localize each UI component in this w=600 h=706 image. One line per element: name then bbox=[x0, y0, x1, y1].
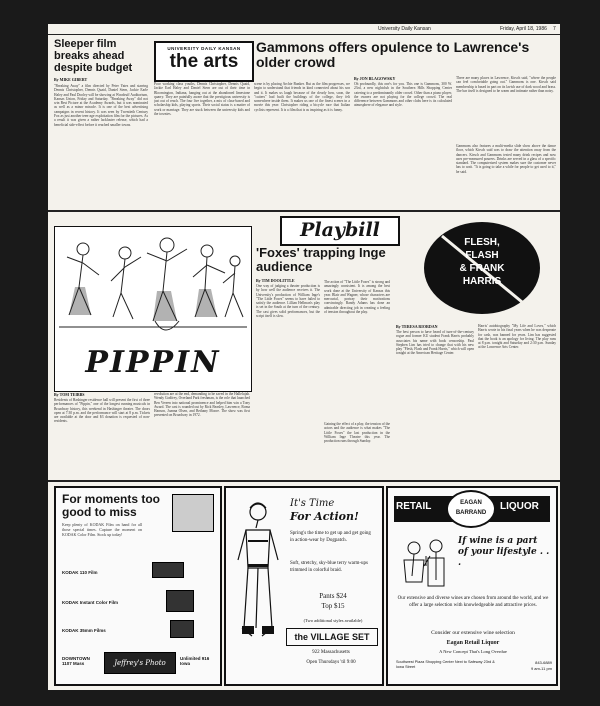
figure-cape bbox=[155, 321, 179, 330]
playbill-label: Playbill bbox=[300, 219, 380, 241]
kodak-product-2: KODAK Instant Color Film bbox=[62, 600, 118, 605]
liquor-copy: Our extensive and diverse wines are chosen from around the world, and we offer a large selection with knowledgeable and attractive prices. bbox=[397, 596, 549, 608]
flesh-flash-graphic bbox=[412, 216, 552, 320]
liquor-phone: 843-6889 bbox=[535, 660, 552, 665]
kodak-photo bbox=[172, 494, 214, 532]
kodak-ad bbox=[54, 486, 222, 686]
arts-column-3: scene is by placing Archie Bunker. But as the film progresses, we begin to understand that friends in kind connected about his son and it. It makes us laugh because of the clearly how, soon, the "cutters" had built the buildings of the college, they felt somewhere inside them. It makes us one of the finest scenes in a movie this year: Christopher riding a bicycle race that Italian cyclists represent. It is a film that is as inspiring as it is funny. bbox=[254, 82, 350, 112]
village-note: (Two additional styles available) bbox=[303, 618, 363, 623]
liquor-badge bbox=[446, 490, 496, 528]
sleeper-byline: By MIKE GIBERT bbox=[54, 77, 88, 82]
playbill-banner bbox=[280, 216, 400, 246]
liquor-hours: 9 am-11 pm bbox=[530, 666, 552, 671]
gammons-body-3: Gammons also features a multi-media slide show above the dance floor, which Kirsch said was to draw the attention away from the dancers. Kirsch and Gammons tested many drink recipes and now uses pre-measured pourers. Drinks are served in a glass of a specific standard. The computerized system makes sure the customer never has to wait. "It is going to take a while for people to get used to it," he said. bbox=[456, 144, 556, 174]
kodak-store-branch: Unlimited 916 Iowa bbox=[180, 656, 210, 666]
playbill-body-1: One way of judging a theater production is by how well the audience receives it. The University's production of William Inge's "The Little Foxes" seems to have failed to satisfy the audience. Lillian Hellman's play is set in the South at the turn of the century. The cast gives solid performances, but the script itself is slow. bbox=[256, 284, 320, 319]
figure-head-2 bbox=[119, 247, 131, 259]
liquor-banner-left: RETAIL bbox=[396, 501, 432, 512]
liquor-badge-line-1: EAGAN bbox=[460, 500, 482, 506]
village-store-logo: the VILLAGE SET bbox=[286, 628, 378, 646]
figure-head-1 bbox=[77, 243, 89, 255]
kodak-product-1: KODAK 110 Film bbox=[62, 570, 98, 575]
flesh-byline: By TERESA RIORDAN bbox=[396, 324, 438, 329]
village-model-illustration bbox=[232, 498, 284, 648]
sleeper-body: "Breaking Away" a film directed by Peter Yates and starring Dennis Christopher, Dennis Quaid, Daniel Stern, Jackie Earle Haley and Paul Dooley will be showing at Woodruff Auditorium, Kansas Union, Friday and Saturday. "Breaking Away" did not win Best Picture at the Academy Awards, but it was nominated as well as a minor miracle. It is one of the best advertising campaigns in recent history. It was seen by Twentieth Century Fox as just another teen-age exploitation film for the pictures. As a result it was given a rather lackluster release, which had a beneficial side-effect before it reached smaller towns. bbox=[54, 84, 148, 127]
sleeper-headline: Sleeper film breaks ahead despite budget bbox=[54, 38, 133, 74]
liquor-badge-line-2: BARRAND bbox=[455, 510, 487, 516]
gammons-headline: Gammons offers opulence to Lawrence's older crowd bbox=[256, 39, 530, 70]
pippin-illustration bbox=[54, 226, 252, 392]
pippin-body-2: revolution are at the end, demanding to be saved in the Hallelujah. Wendy Godfrey, Overland Park freshman, is the role that launched Ben Vereen into national prominence and helped him win a Tony Award. The cast is rounded out by Rick Beasley, Lawrence, Roma Hanson, Joanna Olsen, and Bethany Moore. The show was first presented on Broadway in 1972. bbox=[154, 392, 250, 418]
village-price-pants: Pants $24 bbox=[319, 592, 347, 600]
flesh-line-4: HARRIS bbox=[462, 276, 502, 287]
paper-name: University Daily Kansan bbox=[378, 26, 431, 32]
liquor-subline: A New Concept That's Long Overdue bbox=[439, 649, 507, 654]
village-price-top: Top $15 bbox=[321, 602, 345, 610]
pippin-drawing bbox=[55, 227, 251, 347]
village-set-ad bbox=[224, 486, 384, 686]
liquor-footer: Southwest Plaza Shopping Center Next to Safeway 23rd & Iowa Street bbox=[396, 660, 495, 669]
kodak-store-address: DOWNTOWN 1107 Mass bbox=[62, 656, 90, 666]
liquor-tagline: If wine is a part of your lifestyle . . . bbox=[458, 536, 550, 568]
figure-head-3 bbox=[160, 238, 174, 252]
village-copy-2: Soft, stretchy, sky-blue terry warm-ups trimmed in colorful braid. bbox=[290, 561, 368, 573]
pippin-title: PIPPIN bbox=[85, 345, 221, 380]
playbill-body-3: Gaining the effect of a play, the tension of the actors and the audience is what makes "The Little Foxes" the last production in the William Inge Theatre this year. The production runs through Sunday. bbox=[324, 422, 390, 444]
village-headline-2: For Action! bbox=[290, 510, 359, 523]
liquor-banner-right: LIQUOR bbox=[500, 501, 539, 512]
flesh-line-2: FLASH bbox=[465, 250, 499, 261]
gammons-body-2: There are many places in Lawrence, Kirsch said, "where the people can feel comfortable going out." Gammons is one. Kirsch said membership is based in part on its lavish use of dark wood and brass. The bar itself is designed to be warm and intimate rather than noisy. bbox=[456, 76, 556, 93]
section-rule-top bbox=[48, 210, 560, 212]
village-address: 922 Massachusetts bbox=[312, 650, 350, 655]
village-headline-1: It's Time bbox=[290, 498, 335, 509]
arts-banner bbox=[154, 41, 254, 82]
arts-kicker: UNIVERSITY DAILY KANSAN bbox=[167, 46, 241, 51]
flesh-body-1: The best person to have heard of turn-of-the-century rogue and former KU student Frank Harris probably associates his name with book censorship. Paul Stephen Lim has tried to change that with his new play "Flesh, Flash and Frank Harris," which will open tonight at the American Heritage Center. bbox=[396, 330, 474, 356]
liquor-ad bbox=[386, 486, 558, 686]
kodak-product-3: KODAK 35mm Films bbox=[62, 628, 106, 633]
gammons-byline: By JON BLAGOWSKY bbox=[354, 76, 396, 81]
liquor-store-name: Eagan Retail Liquor bbox=[446, 640, 500, 646]
figure-head-5 bbox=[230, 256, 240, 266]
liquor-consult: Consider our extensive wine selection bbox=[431, 630, 515, 636]
top-rule bbox=[48, 34, 560, 35]
pippin-byline: By TOM TEIBBS bbox=[54, 392, 85, 397]
gammons-body-1: Oh profoundly, this one's for you. This one is Gammons, 300 W. 23rd, a new nightclub in the Southern Hills Shopping Center catering to a predominantly older crowd. Other than a piano player, the owners are not playing for the college crowd. The real difference between Gammons and other clubs here is its calculated atmosphere of elegance and style. bbox=[354, 82, 452, 108]
village-hours: Open Thursdays 'til 9:00 bbox=[306, 660, 356, 665]
kodak-store-logo: Jeffrey's Photo bbox=[104, 652, 176, 674]
kodak-product-3-box bbox=[170, 620, 194, 638]
figure-body-2 bbox=[111, 257, 141, 319]
playbill-body-2: The action of "The Little Foxes" is strong and amazingly consistent. It is among the best work done at the University of Kansas this year. Blair and Wagner, whose characters are mercurial, portray their motivations convincingly. Randy Adams has done an admirable directing job in creating a feeling of tension throughout the play. bbox=[324, 280, 390, 315]
playbill-headline: 'Foxes' trapping Inge audience bbox=[256, 245, 386, 274]
figure-head-4 bbox=[201, 245, 213, 257]
figure-body-5 bbox=[223, 266, 243, 317]
issue-date: Friday, April 18, 1986 bbox=[500, 26, 547, 32]
village-copy-1: Spring's the time to get up and get going in action-wear by Dogpatch. bbox=[290, 531, 371, 543]
liquor-couple-illustration bbox=[396, 536, 454, 596]
arts-column-2: Poor working class youths, Dennis Christopher, Dennis Quaid, Jackie Earl Haley and Daniel Stern are out of their time in Bloomington, Indiana, hanging out at the abandoned limestone quarry. They are painfully aware that the prestigious university is just out of reach. The four live together, a mix of class-based and scholarship kids, playing sports. Their social status is a matter of work or marriage. They are stuck between the university kids and the townies. bbox=[154, 82, 250, 117]
flesh-line-3: & FRANK bbox=[459, 263, 505, 274]
playbill-byline: By TIM DOOLITTLE bbox=[256, 278, 295, 283]
section-rule-ads bbox=[48, 480, 560, 482]
kodak-copy: Keep plenty of KODAK Film on hand for all those special times. Capture the moment on KODAK Color Film. Stock up today! bbox=[62, 522, 142, 537]
page-number: 7 bbox=[553, 26, 556, 32]
flesh-flash-text bbox=[412, 236, 552, 288]
kodak-product-1-box bbox=[152, 562, 184, 578]
flesh-body-2: Harris' autobiography "My Life and Loves," which Harris wrote in his final years when he was desperate for cash, was banned for years. Lim has suggested that the book is an apology for living. The play runs at 8 p.m. tonight and Saturday and 2:30 p.m. Sunday at the Lawrence Arts Center. bbox=[478, 324, 556, 350]
arts-title: the arts bbox=[169, 51, 239, 72]
newspaper-page bbox=[48, 24, 560, 690]
kodak-headline: For moments too good to miss bbox=[62, 492, 160, 519]
pippin-body-1: Residents of Hashinger residence hall will present the first of three performances of "Pippin," one of the longest running musicals in Broadway history, this weekend in Hashinger theater. The doors open at 7:30 p.m. and the performance will start at 8 p.m. Tickets are available at the door and $3 donation is requested of non-residents. bbox=[54, 398, 150, 424]
sleeper-article bbox=[54, 38, 148, 196]
kodak-product-2-box bbox=[166, 590, 194, 612]
flesh-line-1: FLESH, bbox=[464, 237, 500, 248]
